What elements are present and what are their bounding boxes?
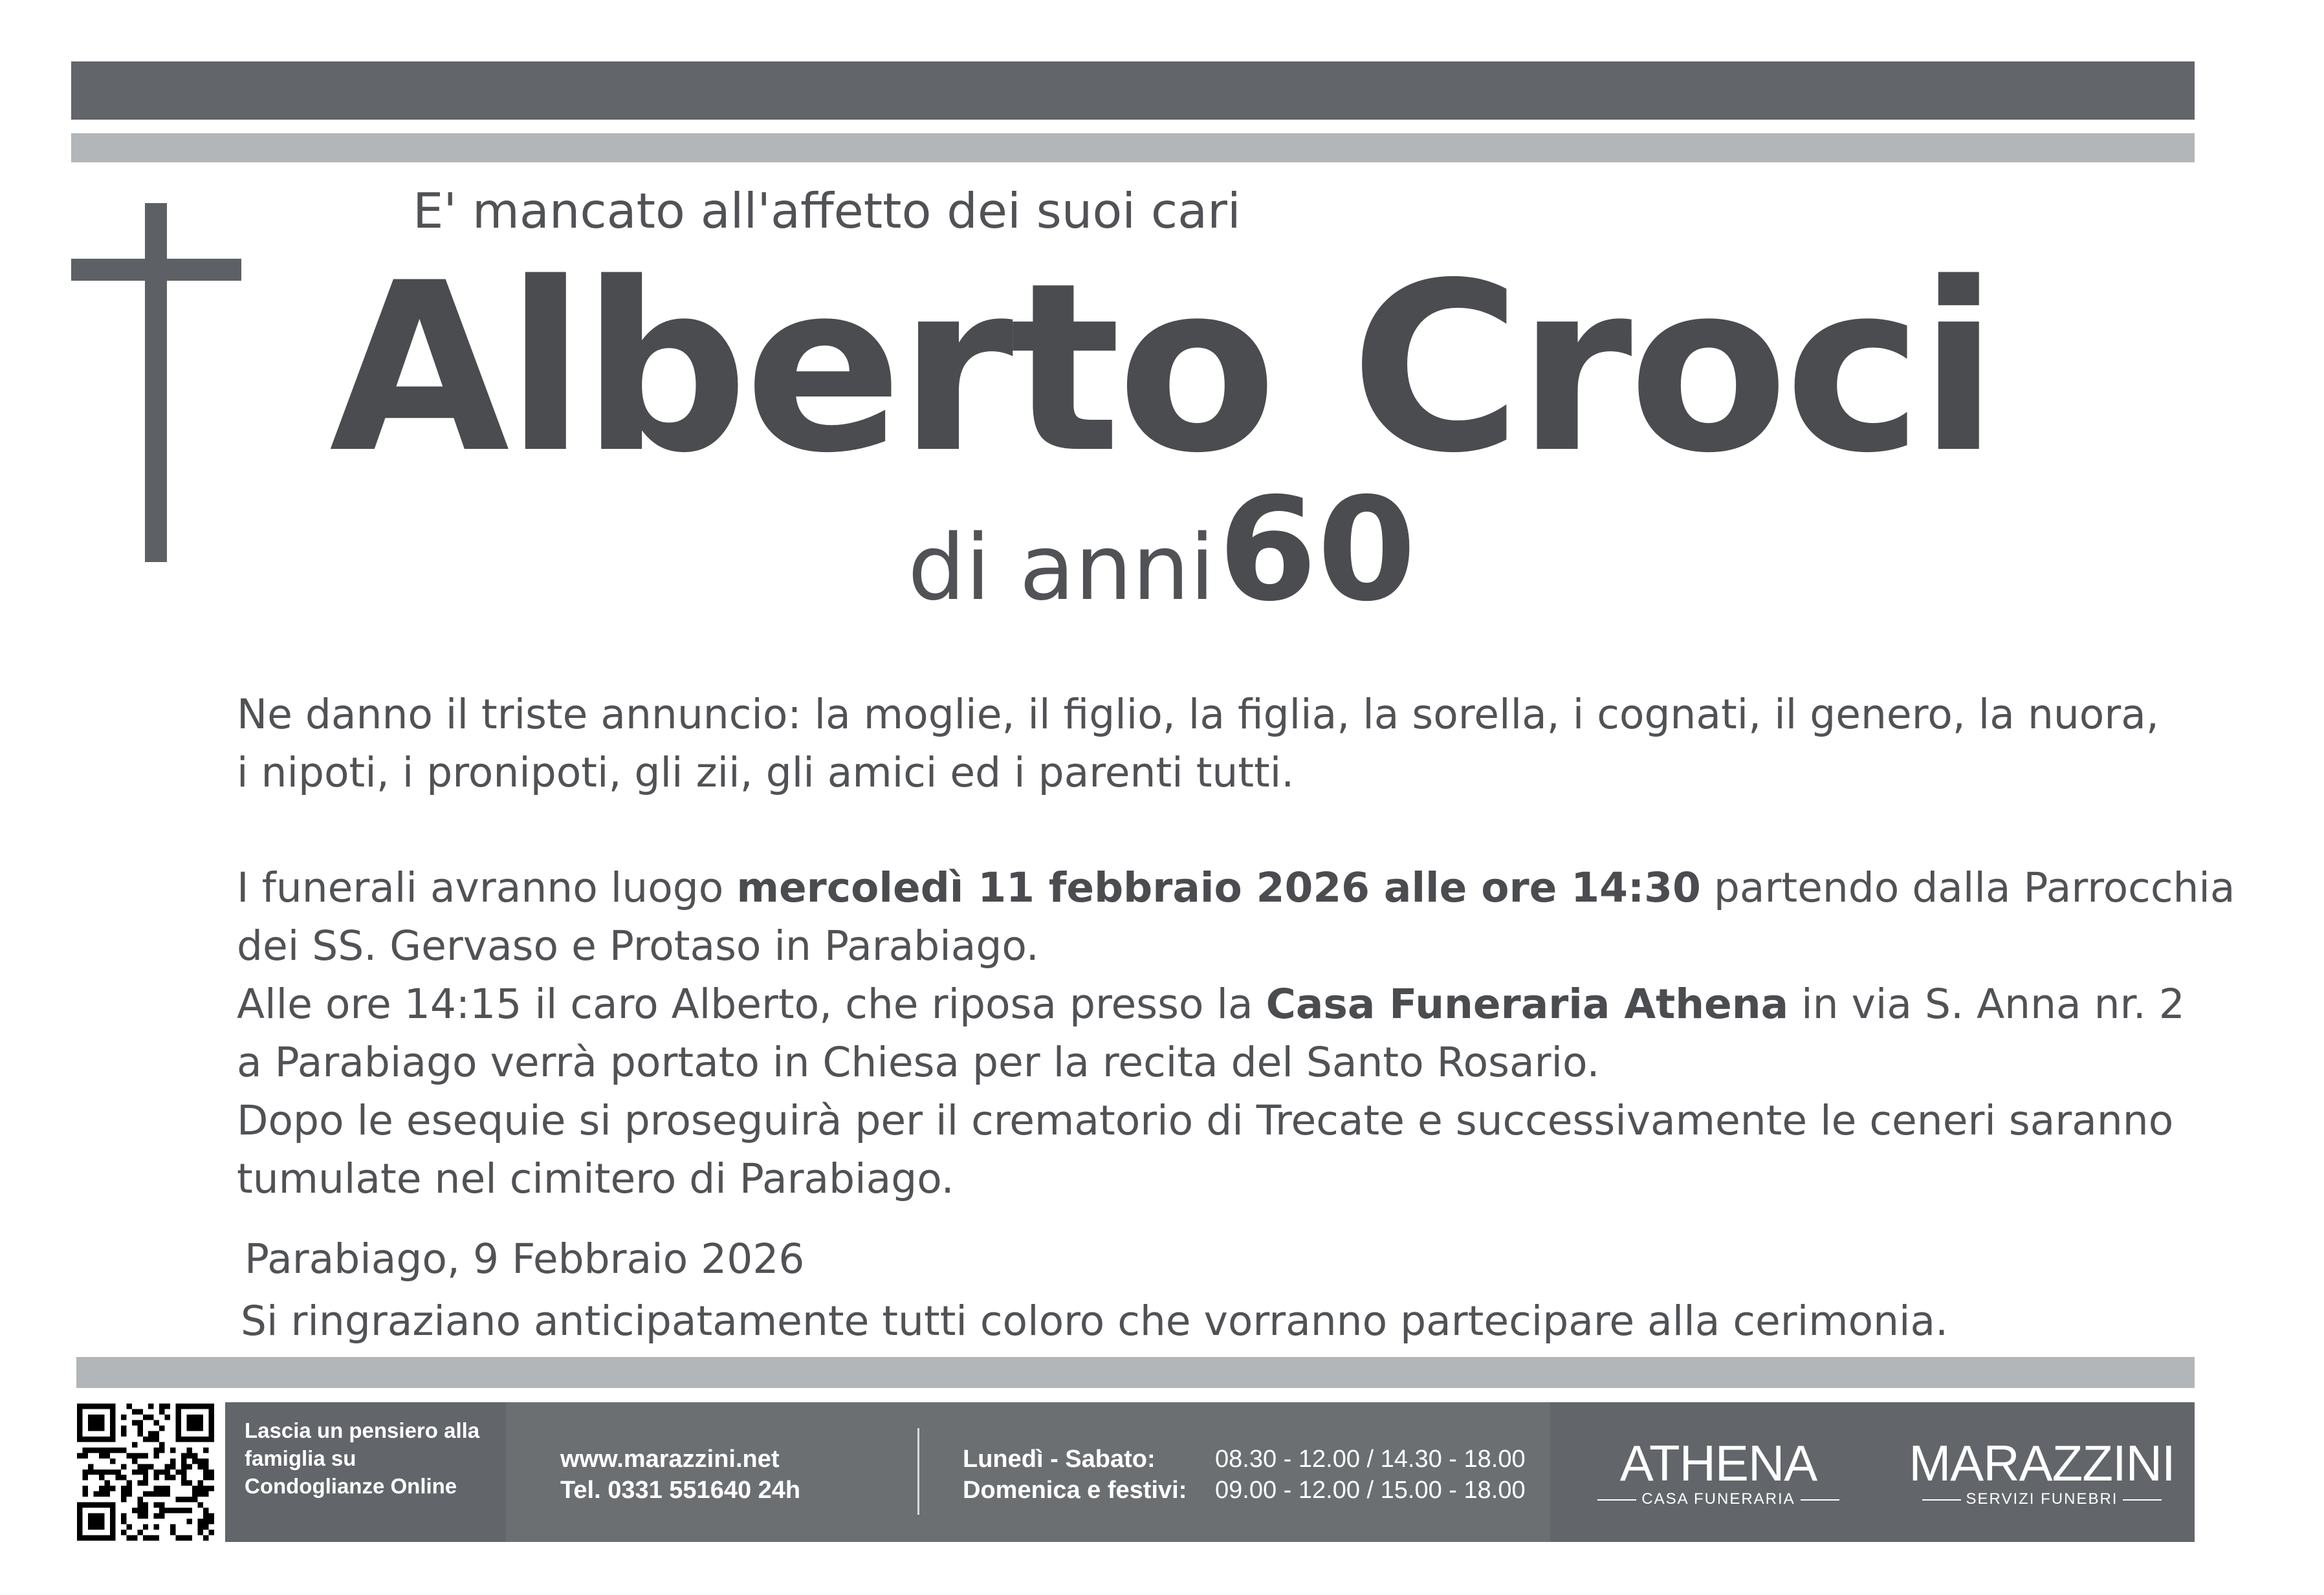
funeral-line-1: I funerali avranno luogo mercoledì 11 febbraio 2026 alle ore 14:30 partendo dalla Parrocchia bbox=[237, 864, 2235, 911]
rosary-line-2: a Parabiago verrà portato in Chiesa per la recita del Santo Rosario. bbox=[237, 1039, 1600, 1086]
rosary-line-1: Alle ore 14:15 il caro Alberto, che riposa presso la Casa Funeraria Athena in via S. Anna nr. 2 bbox=[237, 981, 2185, 1028]
footer-separator-band bbox=[76, 1357, 2195, 1388]
phone-number: Tel. 0331 551640 24h bbox=[560, 1477, 801, 1504]
holidays-hours: 09.00 - 12.00 / 15.00 - 18.00 bbox=[1215, 1477, 1526, 1504]
marazzini-logo-subtitle: SERVIZI FUNEBRI bbox=[1893, 1490, 2191, 1508]
funeral-line-2: dei SS. Gervaso e Protaso in Parabiago. bbox=[237, 922, 1039, 970]
age-value: 60 bbox=[1218, 467, 1416, 633]
thanks-text: Si ringraziano anticipatamente tutti coloro che vorranno partecipare alla cerimonia. bbox=[241, 1297, 1949, 1345]
age-line bbox=[0, 467, 2324, 633]
contact-box bbox=[506, 1402, 1550, 1542]
condolence-box bbox=[225, 1402, 506, 1542]
condolence-cta[interactable]: Lascia un pensiero alla famiglia su Condoglianze Online bbox=[245, 1418, 480, 1498]
family-line-1: Ne danno il triste annuncio: la moglie, il figlio, la figlia, la sorella, i cognati, il genero, la nuora, bbox=[237, 691, 2159, 738]
family-line-2: i nipoti, i pronipoti, gli zii, gli amici ed i parenti tutti. bbox=[237, 749, 1295, 796]
funeral-details bbox=[237, 859, 2235, 1208]
family-announcement bbox=[237, 686, 2159, 802]
rosary-place: Casa Funeraria Athena bbox=[1266, 981, 1789, 1028]
age-label: di anni bbox=[908, 515, 1215, 621]
top-dark-band bbox=[71, 61, 2195, 120]
cremation-line-1: Dopo le esequie si proseguirà per il crematorio di Trecate e successivamente le ceneri saranno bbox=[237, 1097, 2174, 1144]
intro-text: E' mancato all'affetto dei suoi cari bbox=[413, 182, 1241, 239]
website-link[interactable]: www.marazzini.net bbox=[560, 1446, 780, 1473]
deceased-name: Alberto Croci bbox=[329, 233, 1995, 504]
holidays-label: Domenica e festivi: bbox=[963, 1477, 1187, 1504]
opening-hours bbox=[1215, 1444, 1526, 1506]
top-light-band bbox=[71, 133, 2195, 162]
marazzini-logo-name: MARAZZINI bbox=[1909, 1435, 2175, 1492]
contact-divider bbox=[917, 1428, 919, 1515]
athena-logo-name: ATHENA bbox=[1619, 1435, 1817, 1492]
weekdays-label: Lunedì - Sabato: bbox=[963, 1446, 1156, 1473]
cremation-line-2: tumulate nel cimitero di Parabiago. bbox=[237, 1155, 954, 1202]
marazzini-logo bbox=[1893, 1437, 2191, 1508]
qr-code-icon[interactable] bbox=[75, 1404, 216, 1541]
contact-info bbox=[560, 1444, 800, 1506]
weekdays-hours: 08.30 - 12.00 / 14.30 - 18.00 bbox=[1215, 1446, 1526, 1473]
funeral-date: mercoledì 11 febbraio 2026 alle ore 14:30 bbox=[736, 864, 1701, 911]
place-date: Parabiago, 9 Febbraio 2026 bbox=[245, 1235, 805, 1283]
footer bbox=[71, 1402, 2195, 1542]
brands-box bbox=[1550, 1402, 2195, 1542]
athena-logo bbox=[1589, 1437, 1848, 1508]
athena-logo-subtitle: CASA FUNERARIA bbox=[1589, 1490, 1848, 1508]
opening-days bbox=[963, 1444, 1187, 1506]
